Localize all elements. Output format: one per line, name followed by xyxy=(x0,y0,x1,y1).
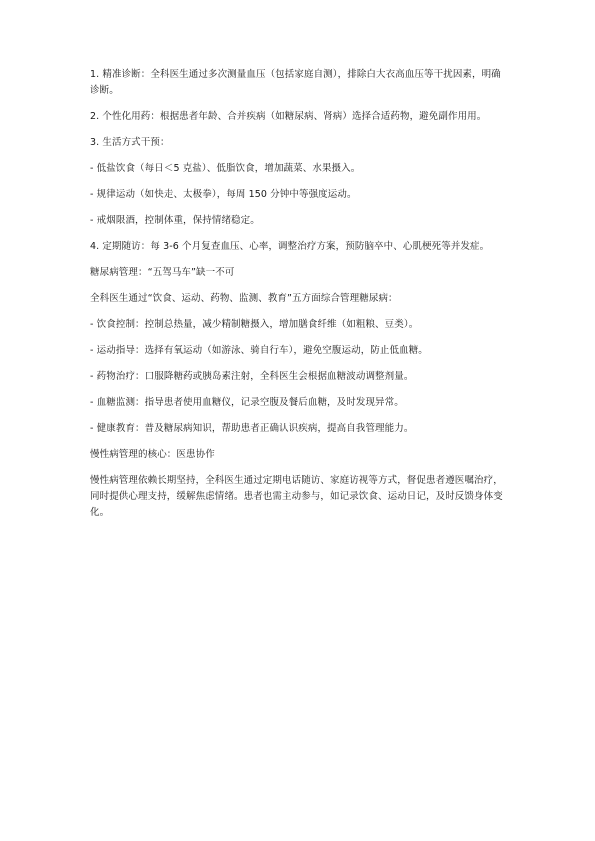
section-heading-diabetes: 糖尿病管理：“五驾马车”缺一不可 xyxy=(90,267,235,278)
document-page xyxy=(90,67,508,521)
list-item-health-education: - 健康教育：普及糖尿病知识，帮助患者正确认识疾病，提高自我管理能力。 xyxy=(90,423,414,434)
section-heading-core: 慢性病管理的核心：医患协作 xyxy=(90,449,215,460)
paragraph-lifestyle-heading: 3. 生活方式干预： xyxy=(90,137,170,148)
list-item-regular-exercise: - 规律运动（如快走、太极拳），每周 150 分钟中等强度运动。 xyxy=(90,189,357,200)
paragraph-accurate-diagnosis: 1. 精准诊断：全科医生通过多次测量血压（包括家庭自测），排除白大衣高血压等干扰因素，明确诊断。 xyxy=(90,69,501,96)
list-item-glucose-monitoring: - 血糖监测：指导患者使用血糖仪，记录空腹及餐后血糖，及时发现异常。 xyxy=(90,397,404,408)
list-item-exercise-guidance: - 运动指导：选择有氧运动（如游泳、骑自行车），避免空腹运动，防止低血糖。 xyxy=(90,345,428,356)
paragraph-regular-followup: 4. 定期随访：每 3-6 个月复查血压、心率，调整治疗方案，预防脑卒中、心肌梗死等并发症。 xyxy=(90,241,490,252)
paragraph-diabetes-intro: 全科医生通过“饮食、运动、药物、监测、教育”五方面综合管理糖尿病： xyxy=(90,293,398,304)
paragraph-doctor-patient-collaboration: 慢性病管理依赖长期坚持，全科医生通过定期电话随访、家庭访视等方式，督促患者遵医嘱治疗，同时提供心理支持，缓解焦虑情绪。患者也需主动参与，如记录饮食、运动日记，及时反馈身体变化。 xyxy=(90,475,503,518)
list-item-low-salt-diet: - 低盐饮食（每日＜5 克盐）、低脂饮食，增加蔬菜、水果摄入。 xyxy=(90,163,361,174)
paragraph-personalized-medication: 2. 个性化用药：根据患者年龄、合并疾病（如糖尿病、肾病）选择合适药物，避免副作用用。 xyxy=(90,111,487,122)
list-item-diet-control: - 饮食控制：控制总热量，减少精制糖摄入，增加膳食纤维（如粗粮、豆类）。 xyxy=(90,319,419,330)
list-item-drug-therapy: - 药物治疗：口服降糖药或胰岛素注射，全科医生会根据血糖波动调整剂量。 xyxy=(90,371,414,382)
list-item-quit-smoking: - 戒烟限酒，控制体重，保持情绪稳定。 xyxy=(90,215,260,226)
